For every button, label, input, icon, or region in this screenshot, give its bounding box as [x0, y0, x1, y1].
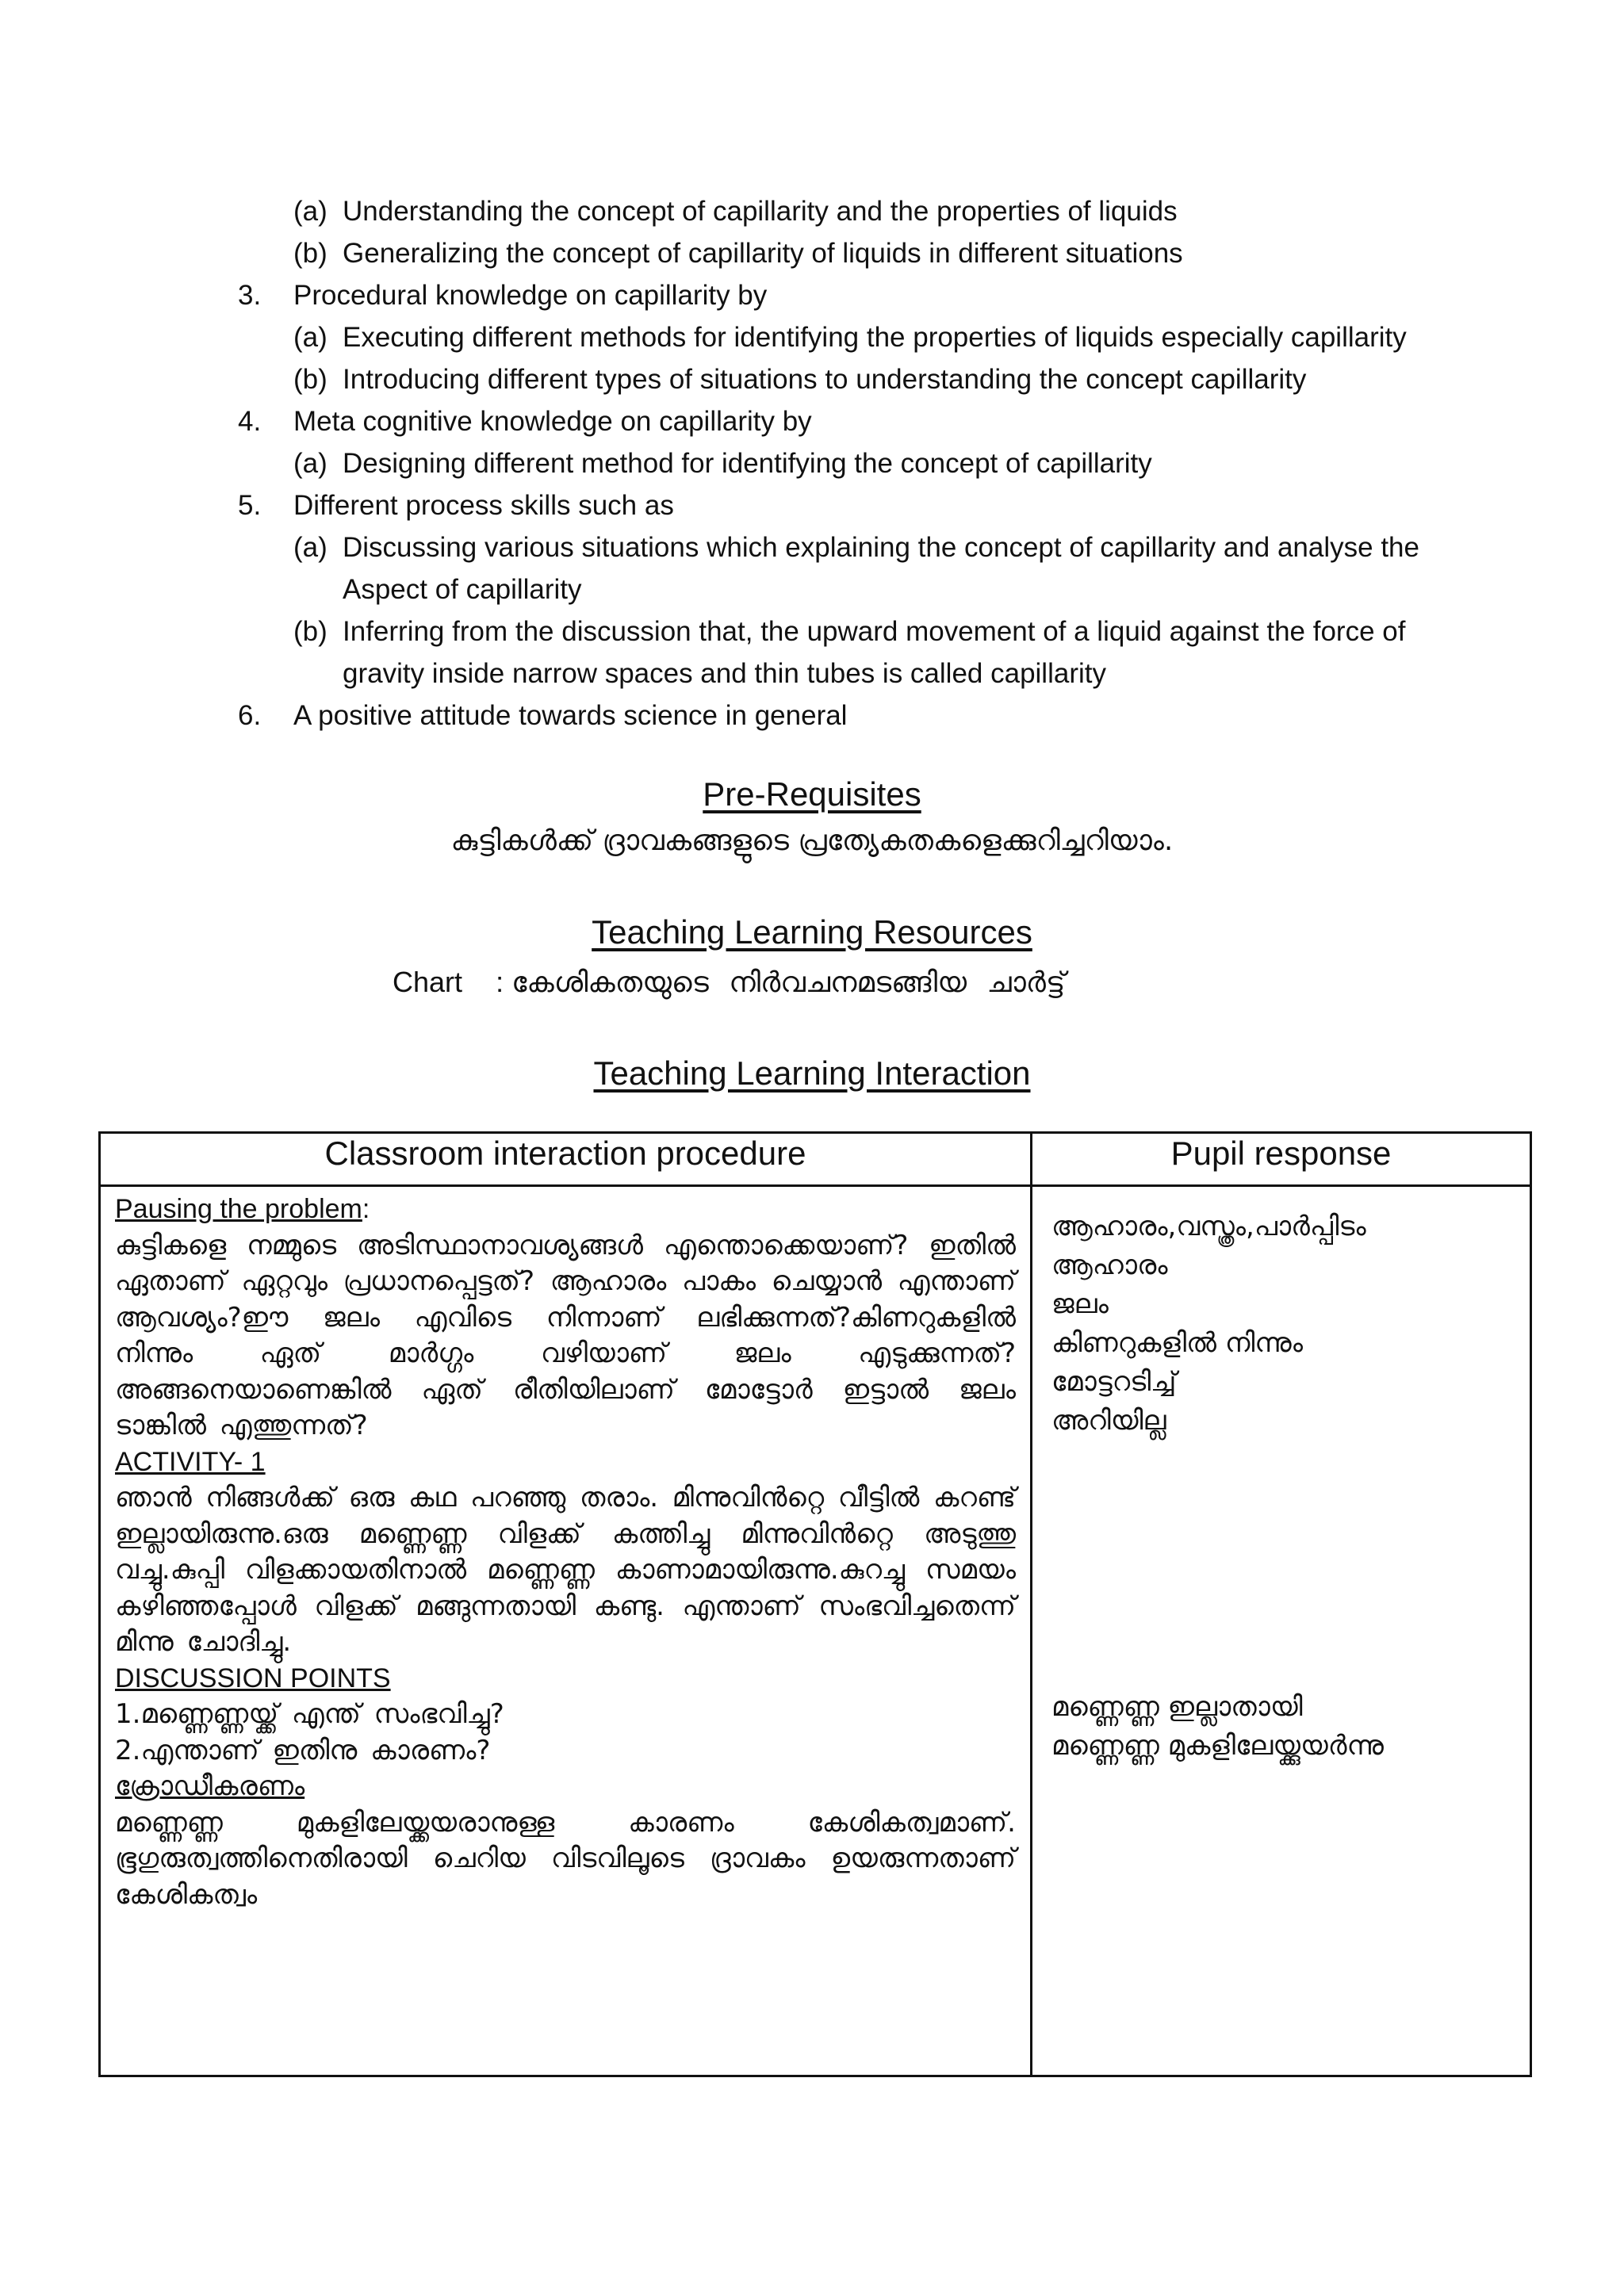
response-item: ആഹാരം,വസ്ത്രം,പാർപ്പിടം	[1051, 1211, 1366, 1242]
objective-label: (a)	[293, 448, 327, 479]
objective-text: A positive attitude towards science in general	[293, 700, 848, 731]
response-item: മോട്ടറടിച്ച്	[1051, 1366, 1177, 1398]
objective-text: Inferring from the discussion that, the upward movement of a liquid against the force of gravity inside narrow spaces and thin tubes is called capillarity	[343, 616, 1406, 689]
objective-3	[238, 274, 1475, 316]
pausing-colon: :	[362, 1194, 370, 1224]
objective-label: (b)	[293, 364, 327, 395]
prerequisites-heading: Pre-Requisites	[703, 775, 921, 813]
response-item: മണ്ണെണ്ണ ഇല്ലാതായി	[1051, 1691, 1303, 1723]
objective-4a	[238, 442, 1475, 484]
activity-label: ACTIVITY- 1	[115, 1446, 266, 1477]
objective-number: 3.	[238, 280, 262, 311]
objective-4	[238, 400, 1475, 442]
objective-label: (b)	[293, 238, 327, 269]
objective-3a	[238, 316, 1475, 358]
consolidation-text: മണ്ണെണ്ണ മുകളിലേയ്ക്കയരാനുള്ള കാരണം കേശികത്വമാണ്. ഭൂഗുരുത്വത്തിനെതിരായി ചെറിയ വിടവിലൂടെ ദ്രാവകം ഉയരുന്നതാണ് കേശികത്വം	[115, 1806, 1016, 1911]
response-item: ജലം	[1051, 1288, 1109, 1320]
objective-6	[238, 695, 1475, 737]
interaction-table	[98, 1131, 1532, 2077]
objective-text: Meta cognitive knowledge on capillarity by	[293, 406, 812, 437]
objective-number: 5.	[238, 490, 262, 521]
column-header-procedure: Classroom interaction procedure	[100, 1133, 1032, 1186]
objective-5a	[238, 526, 1475, 610]
objective-2b	[238, 232, 1475, 274]
discussion-label: DISCUSSION POINTS	[115, 1663, 391, 1693]
objective-5	[238, 484, 1475, 526]
response-item: അറിയില്ല	[1051, 1405, 1166, 1437]
response-item: മണ്ണെണ്ണ മുകളിലേയ്ക്കുയർന്നു	[1051, 1730, 1384, 1762]
resources-text: കേശികതയുടെ നിർവചനമടങ്ങിയ ചാർട്ട്	[511, 966, 1066, 999]
objective-2a	[238, 190, 1475, 232]
objective-text: Procedural knowledge on capillarity by	[293, 280, 768, 311]
response-item: കിണറുകളിൽ നിന്നും	[1051, 1327, 1303, 1359]
objective-text: Understanding the concept of capillarity and the properties of liquids	[343, 196, 1178, 227]
objective-text: Executing different methods for identifying the properties of liquids especially capillarity	[343, 322, 1407, 353]
consolidation-label: ക്രോഡീകരണം	[115, 1770, 305, 1802]
interaction-heading: Teaching Learning Interaction	[593, 1054, 1031, 1092]
resources-line	[393, 966, 1065, 1000]
response-cell	[1032, 1186, 1531, 2076]
objective-number: 4.	[238, 406, 262, 437]
prerequisites-text: കുട്ടികൾക്ക് ദ്രാവകങ്ങളുടെ പ്രത്യേകതകളെക്കുറിച്ചറിയാം.	[450, 825, 1174, 857]
discussion-question-2: 2.എന്താണ് ഇതിനു കാരണം?	[115, 1734, 491, 1766]
objective-label: (a)	[293, 532, 327, 563]
objective-text: Discussing various situations which explaining the concept of capillarity and analyse the Aspect of capillarity	[343, 532, 1419, 605]
pausing-text: കുട്ടികളെ നമ്മുടെ അടിസ്ഥാനാവശ്യങ്ങൾ എന്തൊക്കെയാണ്? ഇതിൽ ഏതാണ് ഏറ്റവും പ്രധാനപ്പെട്ടത്? ആഹാരം പാകം ചെയ്യാൻ എന്താണ് ആവശ്യം?ഈ ജലം എവിടെ നിന്നാണ് ലഭിക്കുന്നത്?കിണറുകളിൽ നിന്നും ഏത് മാർഗ്ഗം വഴിയാണ് ജലം എടുക്കുന്നത്? അങ്ങനെയാണെങ്കിൽ ഏത് രീതിയിലാണ് മോട്ടോർ ഇട്ടാൽ ജലം ടാങ്കിൽ എത്തുന്നത്?	[115, 1229, 1016, 1441]
resources-label: Chart	[393, 966, 463, 998]
objectives-list	[238, 190, 1475, 737]
procedure-cell	[100, 1186, 1032, 2076]
response-item: ആഹാരം	[1051, 1249, 1168, 1281]
objective-3b	[238, 358, 1475, 400]
objective-text: Introducing different types of situations to understanding the concept capillarity	[343, 364, 1307, 395]
activity-text: ഞാൻ നിങ്ങൾക്ക് ഒരു കഥ പറഞ്ഞു തരാം. മിന്നുവിൻറ്റെ വീട്ടിൽ കറണ്ട് ഇല്ലായിരുന്നു.ഒരു മണ്ണെണ്ണ വിളക്ക് കത്തിച്ചു മിന്നുവിൻറ്റെ അടുത്തു വച്ചു.കുപ്പി വിളക്കായതിനാൽ മണ്ണെണ്ണ കാണാമായിരുന്നു.കുറച്ചു സമയം കഴിഞ്ഞപ്പോൾ വിളക്ക് മങ്ങുന്നതായി കണ്ടു. എന്താണ് സംഭവിച്ചതെന്ന് മിന്നു ചോദിച്ചു.	[115, 1482, 1016, 1658]
resources-separator: :	[496, 966, 504, 998]
objective-label: (a)	[293, 196, 327, 227]
objective-label: (a)	[293, 322, 327, 353]
pausing-label: Pausing the problem	[115, 1194, 362, 1224]
resources-heading: Teaching Learning Resources	[592, 913, 1032, 951]
objective-label: (b)	[293, 616, 327, 647]
objective-5b	[238, 610, 1475, 695]
column-header-response: Pupil response	[1032, 1133, 1531, 1186]
objective-text: Different process skills such as	[293, 490, 674, 521]
discussion-question-1: 1.മണ്ണെണ്ണയ്ക്ക് എന്ത് സംഭവിച്ചു?	[115, 1698, 504, 1730]
objective-text: Generalizing the concept of capillarity of liquids in different situations	[343, 238, 1183, 269]
objective-text: Designing different method for identifying the concept of capillarity	[343, 448, 1152, 479]
objective-number: 6.	[238, 700, 262, 731]
